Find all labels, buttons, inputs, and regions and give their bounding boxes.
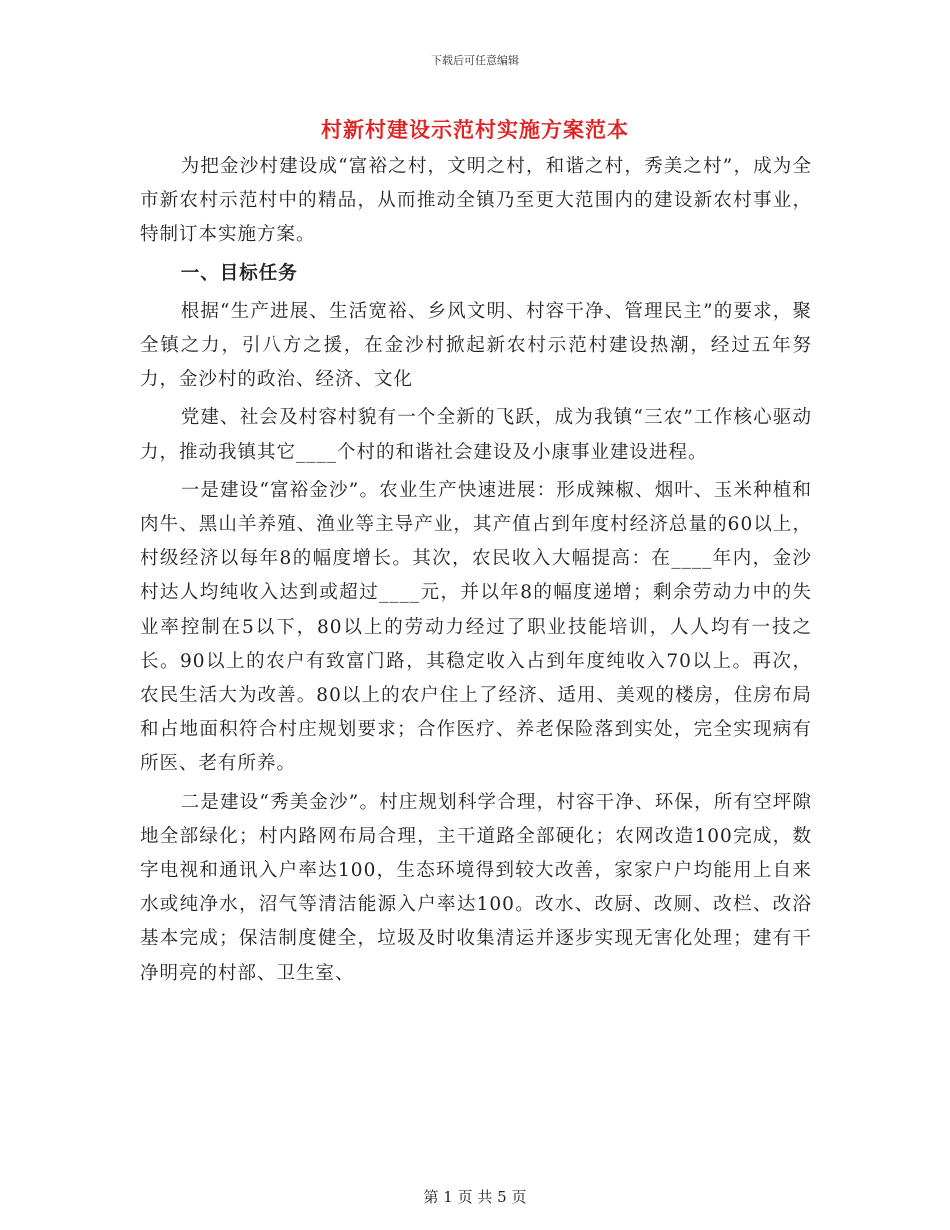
page-header: 下载后可任意编辑 bbox=[431, 54, 519, 67]
document-title: 村新村建设示范村实施方案范本 bbox=[321, 117, 629, 142]
paragraph-party-building: 党建、社会及村容村貌有一个全新的飞跃，成为我镇“三农”工作核心驱动力，推动我镇其它____个村的和谐社会建设及小康事业建设进程。 bbox=[140, 407, 812, 463]
document-body bbox=[140, 150, 812, 991]
paragraph-rich-jinsha: 一是建设“富裕金沙”。农业生产快速进展：形成辣椒、烟叶、玉米种植和肉牛、黑山羊养殖、渔业等主导产业，其产值占到年度村经济总量的60以上，村级经济以每年8的幅度增长。其次，农民收入大幅提高：在____年内，金沙村达人均纯收入达到或超过____元，并以年8的幅度递增；剩余劳动力中的失业率控制在5以下，80以上的劳动力经过了职业技能培训，人人均有一技之长。90以上的农户有致富门路，其稳定收入占到年度纯收入70以上。再次，农民生活大为改善。80以上的农户住上了经济、适用、美观的楼房，住房布局和占地面积符合村庄规划要求；合作医疗、养老保险落到实处，完全实现病有所医、老有所养。 bbox=[140, 479, 812, 775]
paragraph-beautiful-jinsha: 二是建设“秀美金沙”。村庄规划科学合理，村容干净、环保，所有空坪隙地全部绿化；村内路网布局合理，主干道路全部硬化；农网改造100完成，数字电视和通讯入户率达100，生态环境得到较大改善，家家户户均能用上自来水或纯净水，沼气等清洁能源入户率达100。改水、改厨、改厕、改栏、改浴基本完成；保洁制度健全，垃圾及时收集清运并逐步实现无害化处理；建有干净明亮的村部、卫生室、 bbox=[140, 791, 812, 984]
paragraph-intro: 为把金沙村建设成“富裕之村，文明之村，和谐之村，秀美之村”，成为全市新农村示范村中的精品，从而推动全镇乃至更大范围内的建设新农村事业，特制订本实施方案。 bbox=[140, 156, 812, 246]
paragraph-requirements: 根据“生产进展、生活宽裕、乡风文明、村容干净、管理民主”的要求，聚全镇之力，引八方之援，在金沙村掀起新农村示范村建设热潮，经过五年努力，金沙村的政治、经济、文化 bbox=[140, 300, 812, 391]
section-heading-goals: 一、目标任务 bbox=[180, 262, 298, 284]
page-footer: 第 1 页 共 5 页 bbox=[423, 1188, 527, 1206]
